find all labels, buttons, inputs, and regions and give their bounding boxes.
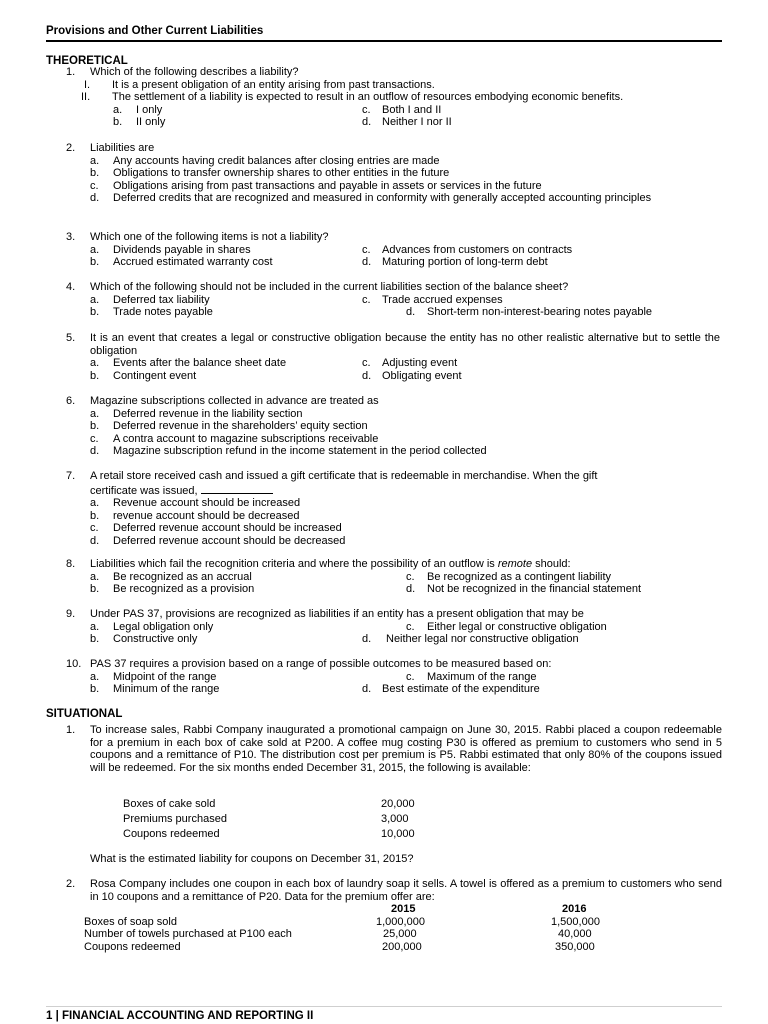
question-stem: Which one of the following items is not a liability? — [90, 231, 329, 243]
option-letter: c. — [362, 243, 371, 256]
option-text: Adjusting event — [382, 357, 458, 370]
option-text: Trade notes payable — [113, 306, 213, 319]
table-row — [84, 916, 644, 929]
option-letter: c. — [406, 570, 415, 583]
problem-2-data-table — [84, 903, 644, 953]
question-stem-end: should: — [532, 558, 571, 570]
option-letter: b. — [90, 306, 100, 319]
row-value: 10,000 — [381, 828, 415, 840]
option-text: Short-term non-interest-bearing notes payable — [427, 306, 653, 319]
option-text: Be recognized as an accrual — [113, 570, 252, 583]
problem-number: 2. — [66, 878, 76, 890]
row-label: Premiums purchased — [123, 813, 227, 825]
option-text: Contingent event — [113, 369, 197, 382]
question-7 — [46, 470, 722, 548]
option-text: Deferred revenue account should be increased — [113, 522, 342, 535]
question-stem: Magazine subscriptions collected in advance are treated as — [90, 395, 379, 407]
option-letter: c. — [362, 103, 371, 116]
question-number: 6. — [66, 395, 76, 407]
row-value: 20,000 — [381, 798, 415, 810]
footer-rule — [46, 1006, 722, 1007]
question-number: 2. — [66, 142, 76, 154]
option-text: Any accounts having credit balances after closing entries are made — [113, 154, 440, 167]
question-2 — [46, 142, 722, 205]
table-row — [123, 797, 443, 812]
header-rule — [46, 40, 722, 42]
question-number: 10. — [66, 658, 82, 670]
statement-text: It is a present obligation of an entity arising from past transactions. — [112, 78, 435, 91]
option-letter: a. — [90, 154, 100, 167]
option-letter: a. — [90, 407, 100, 420]
question-1 — [46, 66, 722, 129]
option-letter: d. — [362, 683, 372, 696]
option-letter: a. — [90, 620, 100, 633]
table-row — [84, 928, 644, 941]
option-text: Accrued estimated warranty cost — [113, 256, 273, 269]
cell-2015: 200,000 — [382, 940, 422, 953]
option-text: Legal obligation only — [113, 620, 214, 633]
cell-2015: 1,000,000 — [376, 915, 425, 928]
option-text: Be recognized as a provision — [113, 583, 255, 596]
option-letter: c. — [90, 432, 99, 445]
row-label: Number of towels purchased at P100 each — [84, 928, 292, 941]
question-5 — [46, 332, 722, 382]
option-text: Be recognized as a contingent liability — [427, 570, 612, 583]
option-text: Maximum of the range — [427, 670, 537, 683]
table-header-row — [84, 903, 644, 916]
page-footer: 1 | FINANCIAL ACCOUNTING AND REPORTING II — [46, 1010, 314, 1022]
option-text: Events after the balance sheet date — [113, 357, 287, 370]
option-text: Deferred revenue in the shareholders’ equity section — [113, 420, 368, 433]
option-text: II only — [136, 116, 166, 129]
option-letter: d. — [362, 116, 372, 129]
question-stem-line-2: certificate was issued, — [90, 484, 198, 497]
question-number: 9. — [66, 608, 76, 620]
cell-2016: 40,000 — [558, 928, 592, 941]
option-text: Advances from customers on contracts — [382, 243, 573, 256]
question-stem-line-1: A retail store received cash and issued a gift certificate that is redeemable in merchandise. When the gift — [90, 470, 598, 482]
option-letter: c. — [90, 522, 99, 535]
option-letter: b. — [90, 633, 100, 646]
question-10 — [46, 658, 722, 696]
problem-text: To increase sales, Rabbi Company inaugurated a promotional campaign on June 30, 2015. Rabbi placed a coupon redeemable for a premium in each box of cake sold at P200. A coffee mug costing P30 is offered as premium to customers who send in 5 coupons and a remittance of P10. The distribution cost per premium is P5. Rabbi estimated that only 80% of the coupons issued will be redeemed. For the six months ended December 31, 2015, the following is available: — [90, 724, 722, 774]
question-number: 4. — [66, 281, 76, 293]
table-row — [84, 941, 644, 954]
question-6 — [46, 395, 722, 458]
question-stem: It is an event that creates a legal or constructive obligation because the entity has no other realistic alternative but to settle the obligation — [90, 332, 720, 357]
option-letter: b. — [90, 256, 100, 269]
situational-problem-2 — [46, 878, 722, 903]
question-stem: Liabilities which fail the recognition criteria and where the possibility of an outflow is — [90, 558, 498, 570]
question-4 — [46, 281, 722, 319]
question-number: 7. — [66, 470, 76, 482]
column-header-2015: 2015 — [391, 903, 416, 915]
cell-2015: 25,000 — [383, 928, 417, 941]
problem-1-data-table — [123, 797, 443, 842]
option-letter: a. — [90, 293, 100, 306]
situational-problem-1 — [46, 724, 722, 774]
question-8 — [46, 558, 722, 596]
option-letter: d. — [406, 306, 416, 319]
option-text: Minimum of the range — [113, 683, 220, 696]
option-letter: a. — [90, 243, 100, 256]
option-text: Revenue account should be increased — [113, 497, 301, 510]
option-letter: b. — [90, 167, 100, 180]
row-label: Boxes of cake sold — [123, 798, 216, 810]
option-text: Deferred credits that are recognized and measured in conformity with generally accepted accounting principles — [113, 192, 652, 205]
question-number: 5. — [66, 332, 76, 344]
option-letter: a. — [90, 357, 100, 370]
option-letter: a. — [90, 670, 100, 683]
problem-text: Rosa Company includes one coupon in each box of laundry soap it sells. A towel is offered as a premium to customers who send in 10 coupons and a remittance of P20. Data for the premium offer are: — [90, 878, 722, 903]
cell-2016: 350,000 — [555, 940, 595, 953]
option-letter: b. — [90, 369, 100, 382]
question-stem: Which of the following describes a liability? — [90, 66, 299, 78]
option-text: Constructive only — [113, 633, 198, 646]
option-text: Not be recognized in the financial statement — [427, 583, 642, 596]
option-letter: b. — [113, 116, 123, 129]
question-stem: Liabilities are — [90, 142, 155, 154]
option-letter: b. — [90, 683, 100, 696]
option-letter: d. — [362, 633, 372, 646]
option-letter: b. — [90, 583, 100, 596]
option-text: Neither legal nor constructive obligation — [386, 633, 579, 646]
question-9 — [46, 608, 722, 646]
table-row — [123, 827, 443, 842]
row-value: 3,000 — [381, 813, 409, 825]
question-stem: PAS 37 requires a provision based on a range of possible outcomes to be measured based on: — [90, 658, 552, 670]
question-stem: Under PAS 37, provisions are recognized as liabilities if an entity has a present obligation that may be — [90, 608, 584, 620]
question-stem-emphasis: remote — [497, 558, 533, 570]
option-text: Magazine subscription refund in the income statement in the period collected — [113, 445, 487, 458]
column-header-2016: 2016 — [562, 903, 587, 915]
question-number: 8. — [66, 558, 76, 570]
option-letter: c. — [362, 293, 371, 306]
section-situational: SITUATIONAL — [46, 708, 123, 720]
option-letter: b. — [90, 420, 100, 433]
option-letter: d. — [90, 534, 100, 547]
question-stem: Which of the following should not be included in the current liabilities section of the balance sheet? — [90, 281, 569, 293]
option-text: Neither I nor II — [382, 116, 452, 129]
question-number: 3. — [66, 231, 76, 243]
section-theoretical: THEORETICAL — [46, 55, 128, 67]
option-text: Dividends payable in shares — [113, 243, 251, 256]
option-letter: c. — [406, 620, 415, 633]
option-text: Trade accrued expenses — [382, 293, 503, 306]
option-text: Obligations arising from past transactions and payable in assets or services in the future — [113, 179, 542, 192]
option-text: Obligating event — [382, 369, 462, 382]
option-text: Deferred tax liability — [113, 293, 210, 306]
option-text: Deferred revenue in the liability section — [113, 407, 303, 420]
option-text: Obligations to transfer ownership shares to other entities in the future — [113, 167, 450, 180]
question-number: 1. — [66, 66, 76, 78]
option-letter: a. — [90, 570, 100, 583]
option-letter: d. — [90, 445, 100, 458]
problem-number: 1. — [66, 724, 76, 736]
option-letter: c. — [406, 670, 415, 683]
option-text: Deferred revenue account should be decreased — [113, 534, 346, 547]
answer-blank — [201, 483, 273, 494]
option-letter: d. — [362, 369, 372, 382]
option-letter: d. — [90, 192, 100, 205]
option-text: Midpoint of the range — [113, 670, 217, 683]
question-3 — [46, 231, 722, 269]
option-text: Both I and II — [382, 103, 442, 116]
option-text: I only — [136, 103, 163, 116]
option-letter: d. — [406, 583, 416, 596]
option-text: revenue account should be decreased — [113, 509, 300, 522]
document-page — [46, 0, 722, 1024]
roman-label: II. — [81, 91, 91, 104]
option-letter: a. — [113, 103, 123, 116]
option-text: Best estimate of the expenditure — [382, 683, 540, 696]
cell-2016: 1,500,000 — [551, 915, 600, 928]
option-letter: c. — [90, 179, 99, 192]
option-letter: b. — [90, 509, 100, 522]
option-letter: a. — [90, 497, 100, 510]
row-label: Coupons redeemed — [123, 828, 220, 840]
table-row — [123, 812, 443, 827]
roman-label: I. — [84, 78, 91, 91]
option-text: A contra account to magazine subscriptions receivable — [113, 432, 379, 445]
page-header-title: Provisions and Other Current Liabilities — [46, 25, 264, 37]
statement-text: The settlement of a liability is expected to result in an outflow of resources embodying economic benefits. — [112, 91, 624, 104]
row-label: Coupons redeemed — [84, 940, 181, 953]
option-text: Maturing portion of long-term debt — [382, 256, 548, 269]
problem-1-question: What is the estimated liability for coupons on December 31, 2015? — [90, 853, 414, 865]
option-text: Either legal or constructive obligation — [427, 620, 607, 633]
option-letter: c. — [362, 357, 371, 370]
option-letter: d. — [362, 256, 372, 269]
row-label: Boxes of soap sold — [84, 915, 177, 928]
